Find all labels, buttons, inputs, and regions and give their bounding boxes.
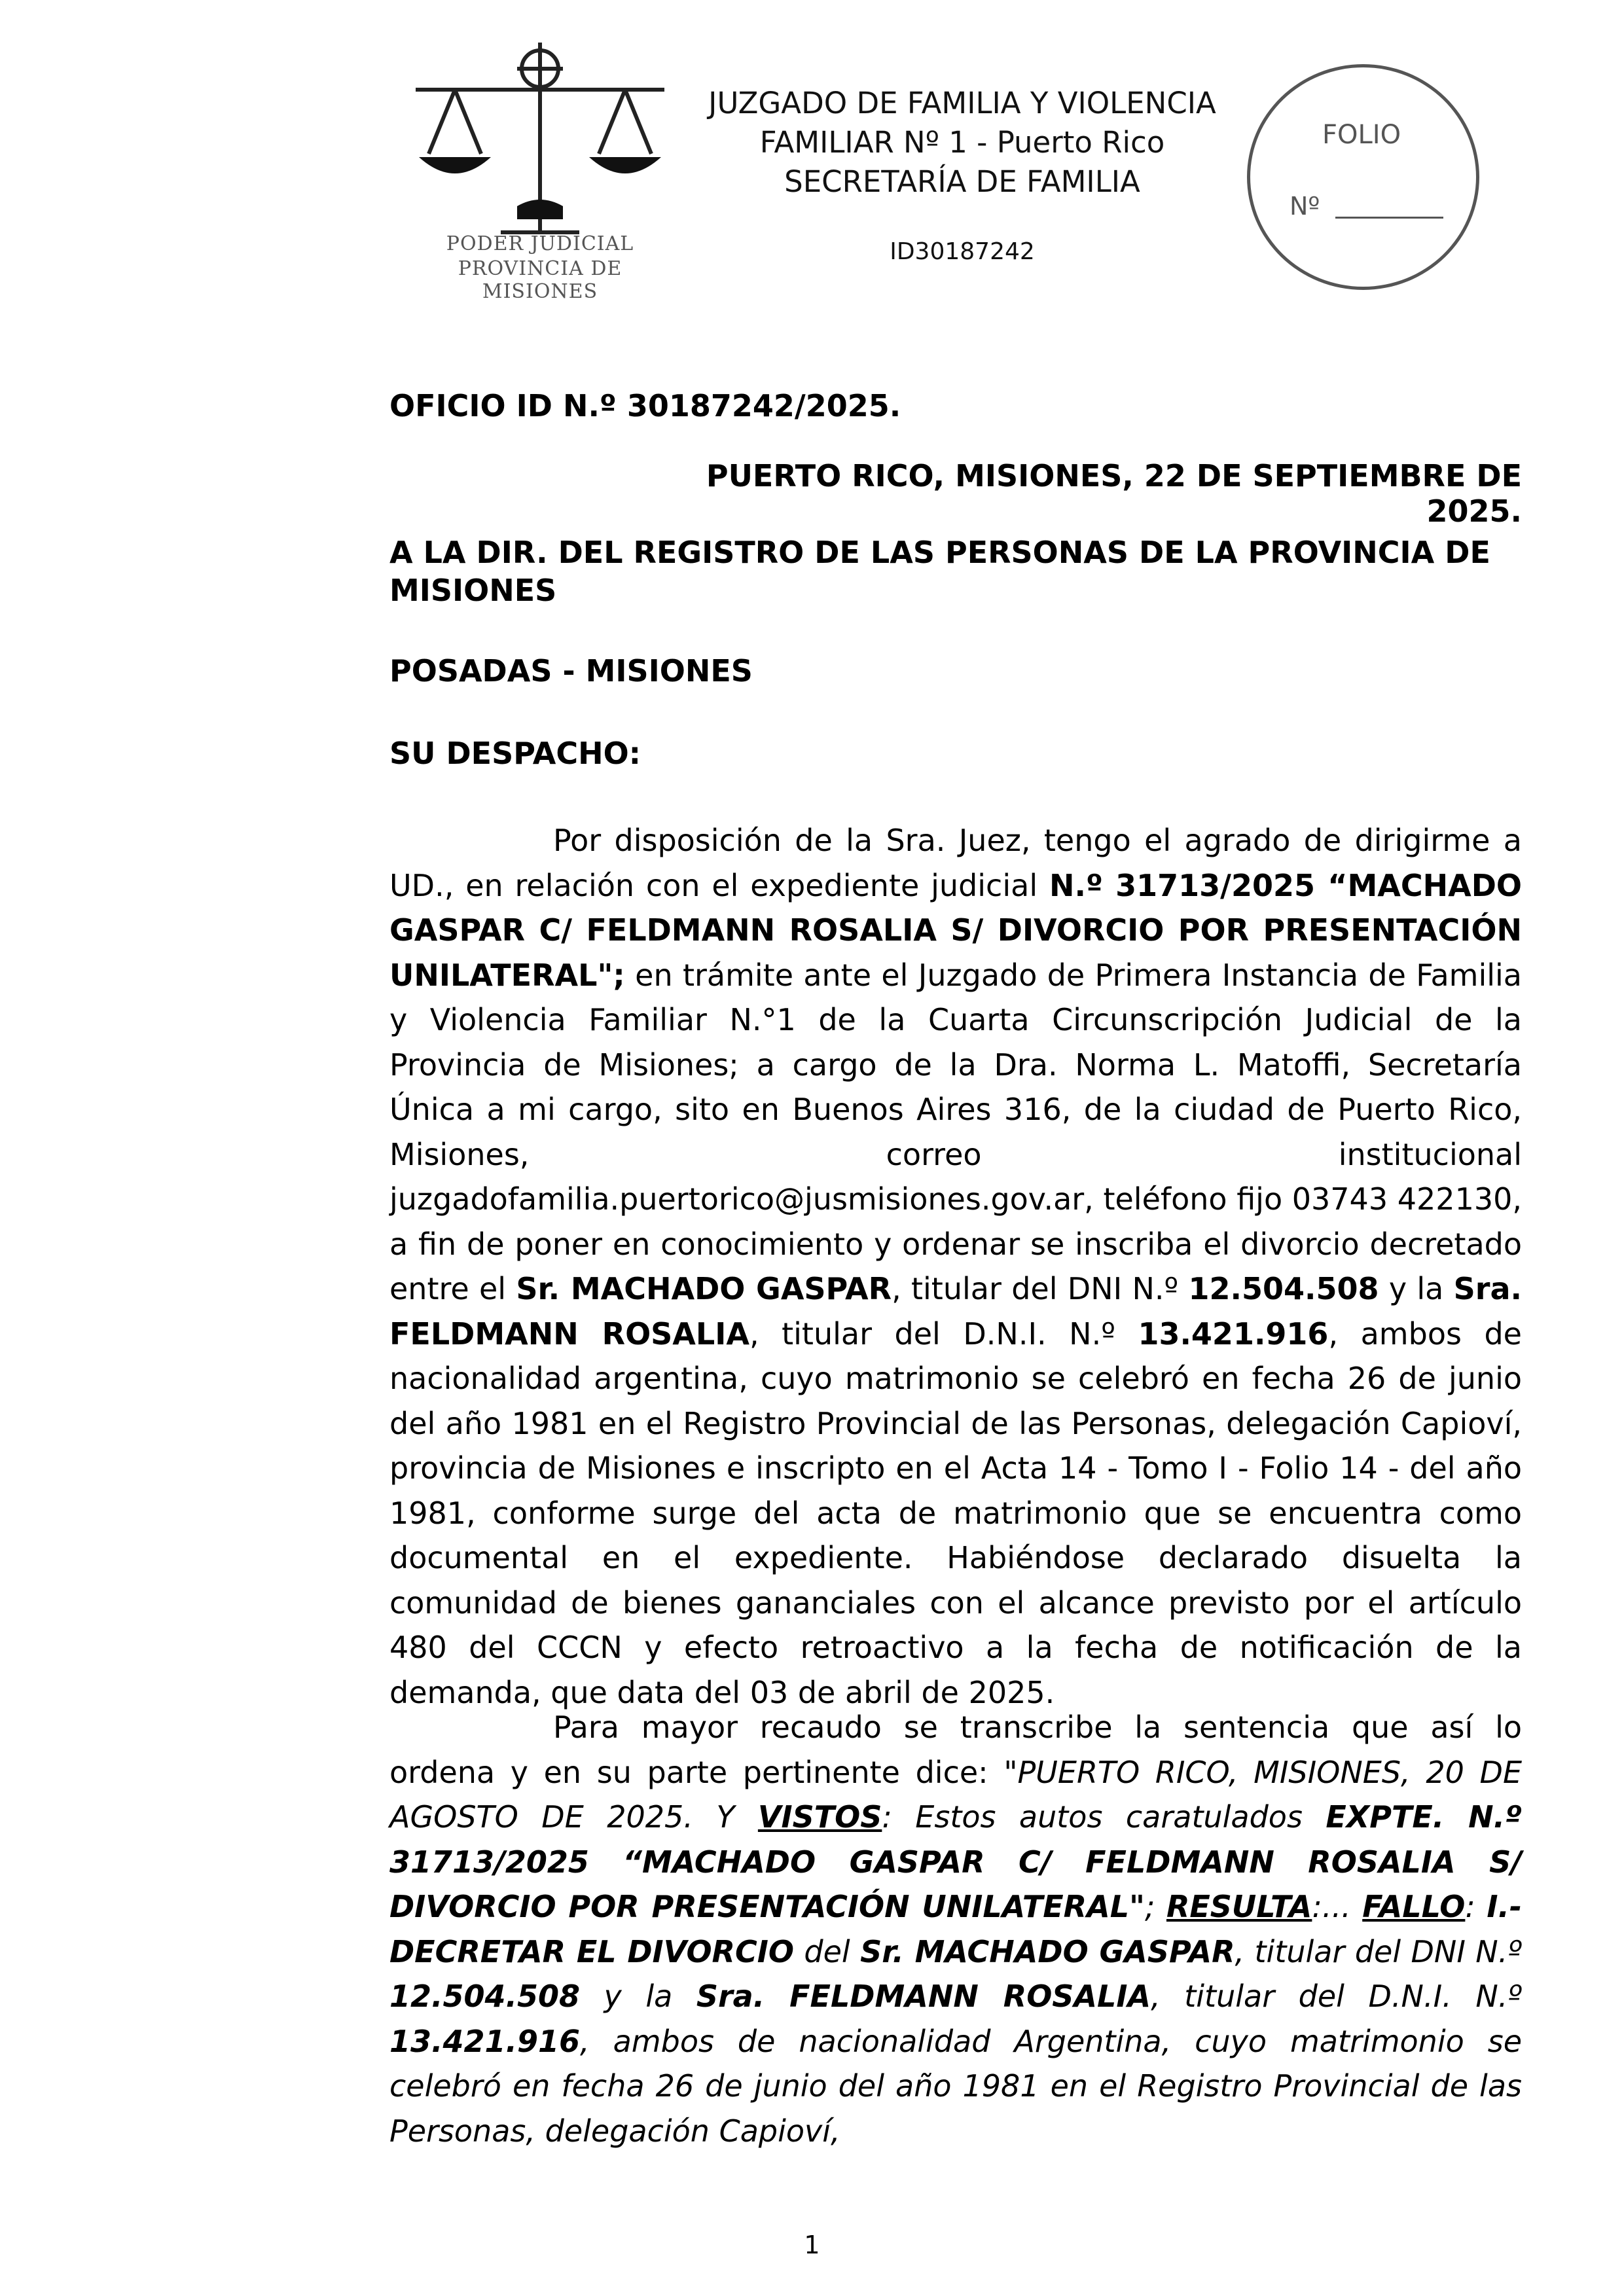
p1-text: Por disposición de la Sra. Juez, tengo el agrado de dirigirme a UD., en relación con el expediente judicial <box>389 823 1522 903</box>
party-2-dni: 13.421.916 <box>1138 1316 1329 1352</box>
p2-quote: , titular del D.N.I. N.º <box>1151 1979 1523 2014</box>
p2-party-2-name: Sra. FELDMANN ROSALIA <box>696 1979 1151 2014</box>
body-paragraph-2 <box>389 1705 1522 2153</box>
p2-expte: EXPTE. N.º 31713/2025 “MACHADO GASPAR C/ FELDMANN ROSALIA S/ DIVORCIO POR PRESENTACIÓN UNILATERAL" <box>389 1799 1522 1924</box>
recipient: A LA DIR. DEL REGISTRO DE LAS PERSONAS DE LA PROVINCIA DE MISIONES <box>389 535 1490 608</box>
p2-quote: : <box>1465 1889 1487 1924</box>
p2-quote: : Estos autos caratulados <box>882 1799 1326 1835</box>
p2-quote: y la <box>580 1979 696 2014</box>
judicial-logo <box>403 43 677 303</box>
folio-stamp <box>1247 64 1479 290</box>
p2-quote: del <box>793 1933 861 1969</box>
p1-text: y la <box>1379 1271 1454 1306</box>
p2-quote: PUERTO RICO, MISIONES, 20 DE AGOSTO DE 2025. Y <box>389 1754 1523 1835</box>
folio-number-label: Nº <box>1290 192 1320 221</box>
court-heading <box>655 84 1270 202</box>
oficio-number: OFICIO ID N.º 30187242/2025. <box>389 388 901 423</box>
court-line3: SECRETARÍA DE FAMILIA <box>784 164 1140 199</box>
court-line2: FAMILIAR Nº 1 - Puerto Rico <box>759 125 1165 160</box>
page-number: 1 <box>804 2231 820 2259</box>
p2-quote: ; <box>1144 1889 1166 1924</box>
p1-text: , titular del DNI N.º <box>892 1271 1189 1306</box>
court-line1: JUZGADO DE FAMILIA Y VIOLENCIA <box>708 86 1216 120</box>
party-1-dni: 12.504.508 <box>1188 1271 1379 1306</box>
folio-number-line <box>1335 217 1443 219</box>
p2-party-1-name: Sr. MACHADO GASPAR <box>860 1933 1235 1969</box>
p2-text: Para mayor recaudo se transcribe la sentencia que así lo ordena y en su parte pertinente dice: " <box>389 1710 1522 1790</box>
p2-vistos: VISTOS <box>757 1799 882 1835</box>
p2-quote: :... <box>1312 1889 1363 1924</box>
case-number: N.º 31713/2025 “MACHADO GASPAR C/ FELDMANN ROSALIA S/ DIVORCIO POR PRESENTACIÓN UNILATERAL"; <box>389 867 1523 993</box>
p2-resulta: RESULTA <box>1166 1889 1312 1924</box>
p2-quote: , ambos de nacionalidad Argentina, cuyo matrimonio se celebró en fecha 26 de junio del año 1981 en el Registro Provincial de las Personas, delegación Capioví, <box>389 2023 1522 2149</box>
logo-text-line1: PODER JUDICIAL <box>446 232 634 255</box>
scales-of-justice-icon <box>403 43 677 239</box>
salutation: SU DESPACHO: <box>389 736 641 771</box>
p2-party-1-dni: 12.504.508 <box>389 1979 581 2014</box>
document-id: ID30187242 <box>890 238 1035 265</box>
p1-text: , ambos de nacionalidad argentina, cuyo matrimonio se celebró en fecha 26 de junio del año 1981 en el Registro Provincial de las Personas, delegación Capioví, provincia de Misiones e inscripto en el Acta 14 - Tomo I - Folio 14 - del año 1981, conforme surge del acta de matrimonio que se encuentra como documental en el expediente. Habiéndose declarado disuelta la comunidad de bienes gananciales con el alcance previsto por el artículo 480 del CCCN y efecto retroactivo a la fecha de notificación de la demanda, que data del 03 de abril de 2025. <box>389 1316 1522 1710</box>
p2-decretar: I.- DECRETAR EL DIVORCIO <box>389 1889 1523 1969</box>
p2-quote: , titular del DNI N.º <box>1235 1933 1523 1969</box>
p2-fallo: FALLO <box>1362 1889 1466 1924</box>
party-1-name: Sr. MACHADO GASPAR <box>516 1271 892 1306</box>
recipient-city: POSADAS - MISIONES <box>389 653 753 689</box>
p1-text: en trámite ante el Juzgado de Primera Instancia de Familia y Violencia Familiar N.°1 de la Cuarta Circunscripción Judicial de la Provincia de Misiones; a cargo de la Dra. Norma L. Matoffi, Secretaría Única a mi cargo, sito en Buenos Aires 316, de la ciudad de Puerto Rico, Misiones, correo institucional juzgadofamilia.puertorico@jusmisiones.gov.ar, teléfono fijo 03743 422130, a fin de poner en conocimiento y ordenar se inscriba el divorcio decretado entre el <box>389 957 1522 1306</box>
folio-label: FOLIO <box>1322 120 1401 150</box>
p1-text: , titular del D.N.I. N.º <box>749 1316 1138 1352</box>
body-paragraph-1 <box>389 818 1522 1715</box>
document-date: PUERTO RICO, MISIONES, 22 DE SEPTIEMBRE DE 2025. <box>706 458 1522 529</box>
p2-party-2-dni: 13.421.916 <box>389 2023 581 2059</box>
logo-text-line2: PROVINCIA DE MISIONES <box>458 257 623 303</box>
party-2-name: Sra. FELDMANN ROSALIA <box>389 1271 1522 1352</box>
